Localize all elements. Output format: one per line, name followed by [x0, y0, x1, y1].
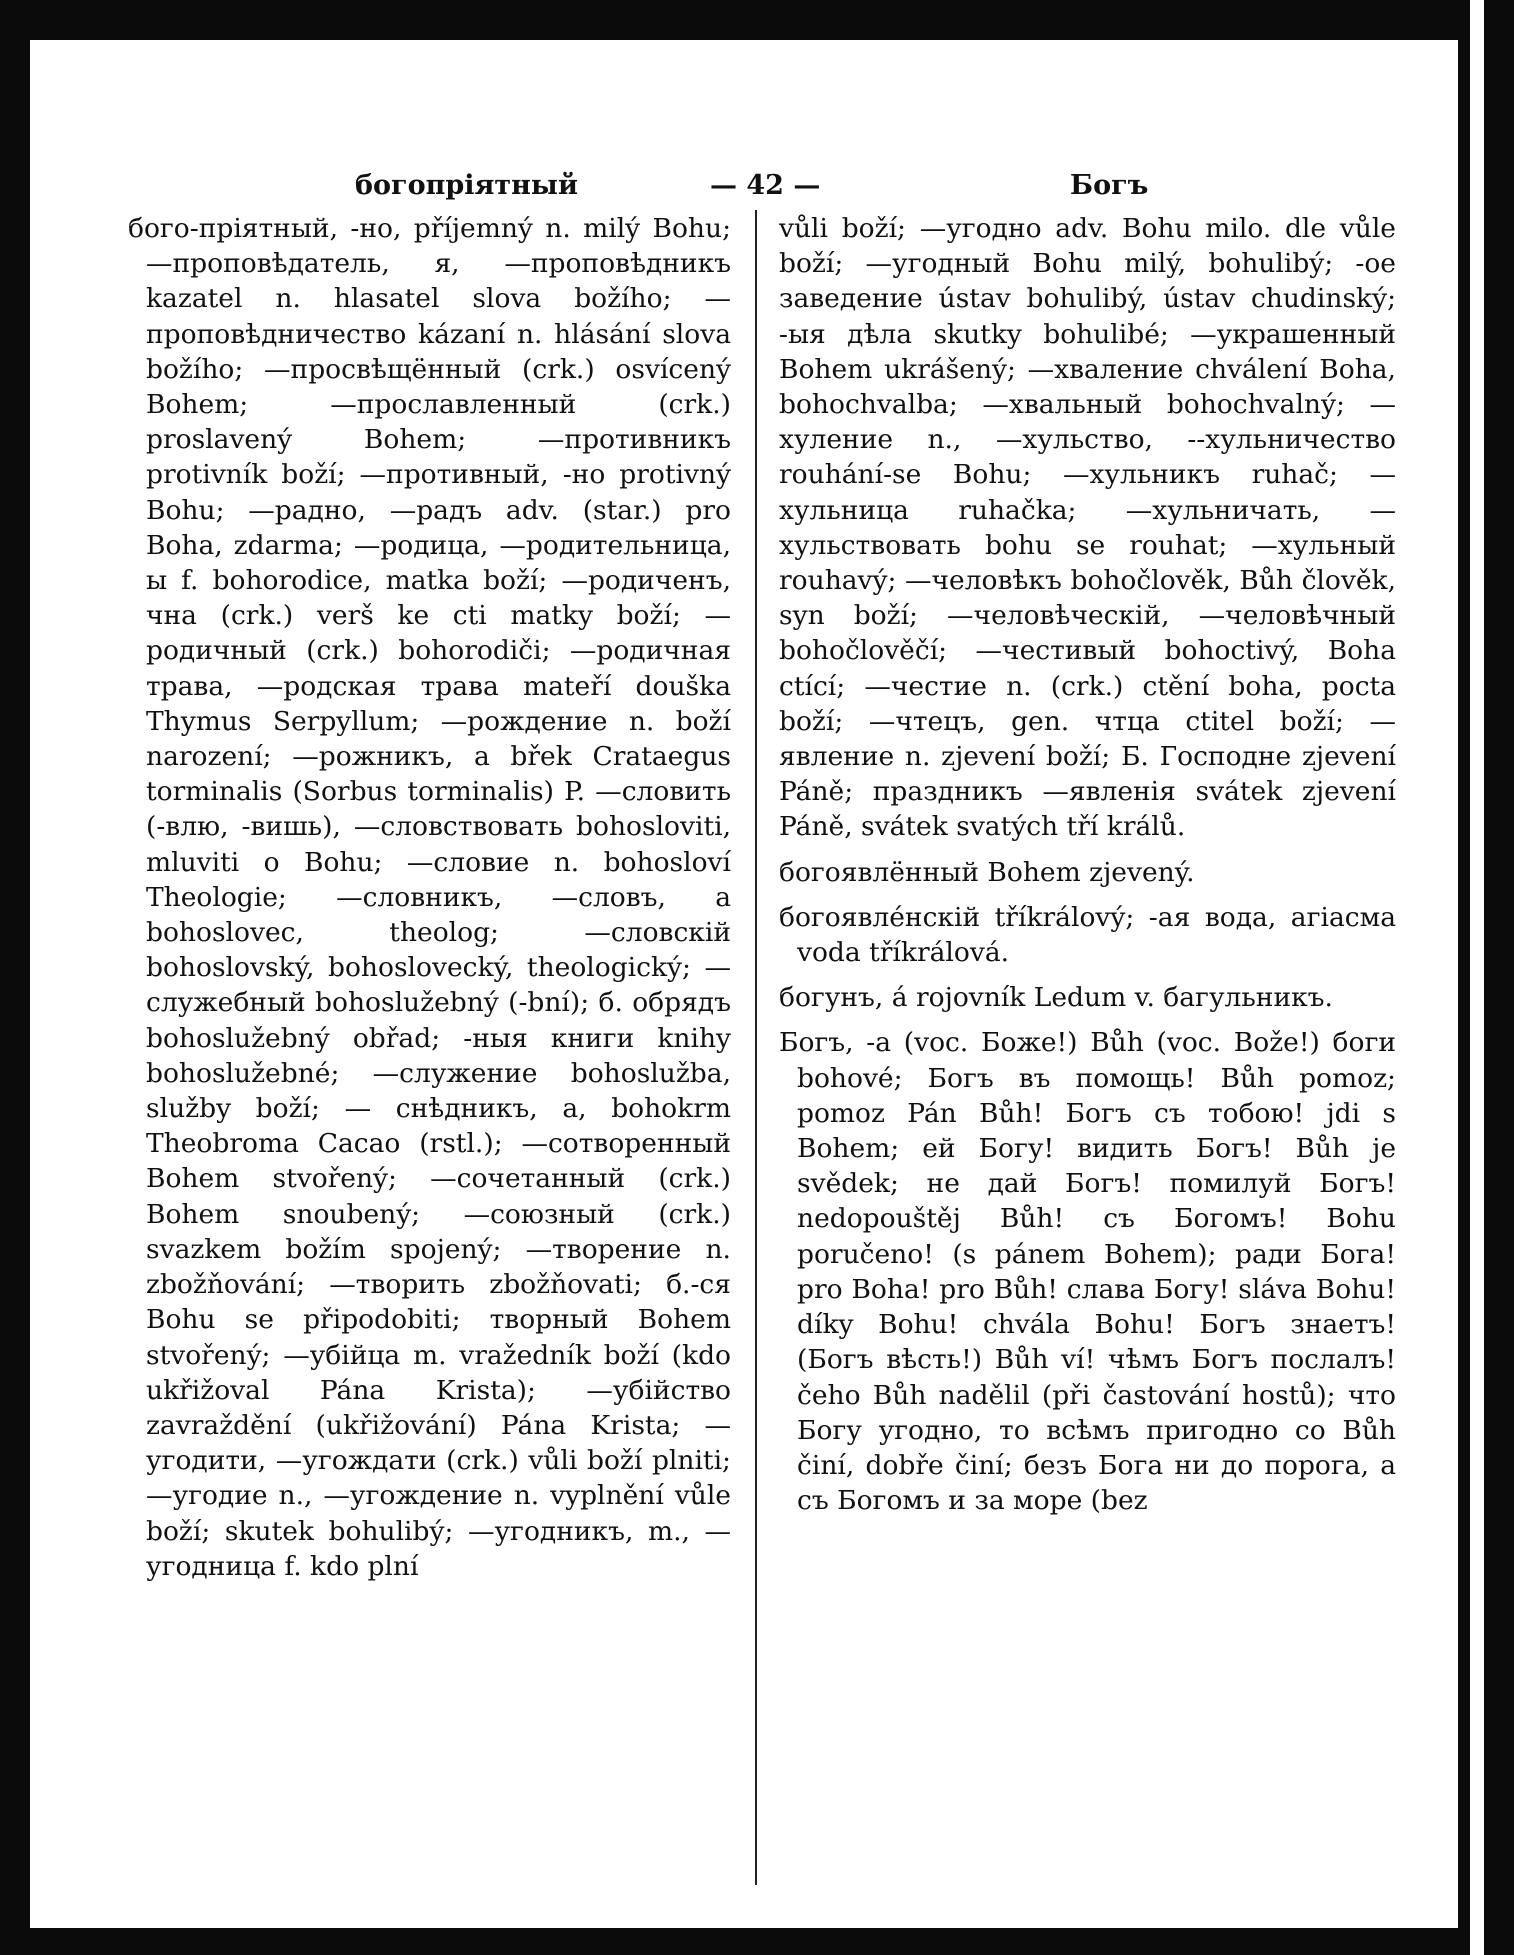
- column-divider: [755, 210, 757, 1885]
- header-right-guide-word: Богъ: [1070, 170, 1149, 201]
- dictionary-entry: богоявлéнскій tříkrálový; -ая вода, агіасма voda tříkrálová.: [779, 901, 1396, 969]
- dictionary-entry: бого-пріятный, -но, příjemný n. milý Bohu; —проповѣдатель, я, —проповѣдникъ kazatel n. hlasatel slova božího; —проповѣдничество kázaní n. hlásání slova božího; —просвѣщённый (crk.) osvícený Bohem; —прославленный (crk.) proslavený Bohem; —противникъ protivník boží; —противный, -но protivný Bohu; —радно, —радъ adv. (star.) pro Boha, zdarma; —родица, —родительница, ы f. bohorodice, matka boží; —родиченъ, чна (crk.) verš ke cti matky boží; —родичный (crk.) bohorodiči; —родичная трава, —родская трава mateří douška Thymus Serpyllum; —рождение n. boží narození; —рожникъ, a břek Crataegus torminalis (Sorbus torminalis) P. —словить (-влю, -вишь), —словствовать bohosloviti, mluviti o Bohu; —словие n. bohosloví Theologie; —словникъ, —словъ, a bohoslovec, theolog; —словскій bohoslovský, bohoslovecký, theologický; —служебный bohoslužebný (-bní); б. обрядъ bohoslužebný obřad; -ныя книги knihy bohoslužebné; —служение bohoslužba, služby boží; — снѣдникъ, a, bohokrm Theobroma Cacao (rstl.); —сотворенный Bohem stvořený; —сочетанный (crk.) Bohem snoubený; —союзный (crk.) svazkem božím spojený; —творение n. zbožňování; —творить zbožňovati; б.-ся Bohu se připodobiti; творный Bohem stvořený; —убійца m. vražedník boží (kdo ukřižoval Pána Krista); —убійство zavraždění (ukřižování) Pána Krista; —угодити, —угождати (crk.) vůli boží plniti; —угодие n., —угождение n. vyplnění vůle boží; skutek bohulibý; —угодникъ, m., —угодница f. kdo plní: [128, 213, 731, 1582]
- left-column: [128, 211, 731, 1594]
- page-edge-gap: [1458, 0, 1470, 1955]
- header-left-guide-word: богопріятный: [355, 170, 579, 201]
- page-header: [30, 170, 1470, 210]
- dictionary-entry: vůli boží; —угодно adv. Bohu milo. dle vůle boží; —угодный Bohu milý, bohulibý; -ое заведение ústav bohulibý, ústav chudinský; -ыя дѣла skutky bohulibé; —украшенный Bohem ukrášený; —хваление chválení Boha, bohochvalba; —хвальный bohochvalný; —хуление n., —хульство, --хульничество rouhání-se Bohu; —хульникъ ruhač; —хульница ruhačka; —хульничать, —хульствовать bohu se rouhat; —хульный rouhavý; —человѣкъ bohočlověk, Bůh člověk, syn boží; —человѣческій, —человѣчный bohočlověčí; —честивый bohoctivý, Boha ctící; —честие n. (crk.) ctění boha, pocta boží; —чтецъ, gen. чтца ctitel boží; —явление n. zjevení boží; Б. Господне zjevení Páně; праздникъ —явленія svátek zjevení Páně, svátek svatých tří králů.: [779, 213, 1396, 843]
- dictionary-entry: богоявлённый Bohem zjevený.: [779, 856, 1195, 888]
- right-column: [779, 211, 1396, 1528]
- next-page-edge: [1470, 0, 1484, 1955]
- dictionary-entry: Богъ, -a (voc. Боже!) Bůh (voc. Bože!) боги bohové; Богъ въ помощь! Bůh pomoz; pomoz Pán Bůh! Богъ съ тобою! jdi s Bohem; ей Богу! видить Богъ! Bůh je svědek; не дай Богъ! помилуй Богъ! nedopouštěj Bůh! съ Богомъ! Bohu poručeno! (s pánem Bohem); ради Бога! pro Boha! pro Bůh! слава Богу! sláva Bohu! díky Bohu! chvála Bohu! Богъ знаетъ! (Богъ вѣсть!) Bůh ví! чѣмъ Богъ послалъ! čeho Bůh nadělil (při častování hostů); что Богу угодно, то всѣмъ пригодно co Bůh činí, dobře činí; безъ Бога ни до порога, а съ Богомъ и за море (bez: [779, 1027, 1396, 1517]
- dictionary-entry: богунъ, á rojovník Ledum v. багульникъ.: [779, 982, 1333, 1014]
- page-number: — 42 —: [710, 170, 821, 201]
